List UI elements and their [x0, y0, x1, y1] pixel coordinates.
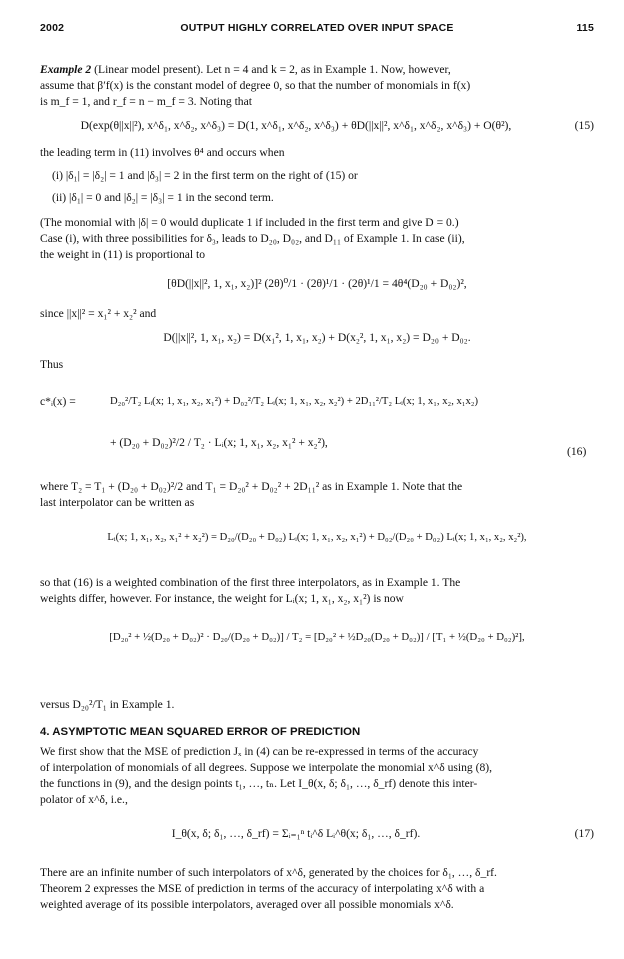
equation-16-number: (16) [567, 445, 587, 458]
example-title: (Linear model present). [94, 63, 204, 76]
header-year: 2002 [40, 22, 65, 34]
section-paragraph-1-line-4: polator of x^δ, i.e., [40, 793, 128, 806]
monomial-line-1: (The monomial with |δ| = 0 would duplicate 1 if included in the first term and give D = 0.) [40, 216, 459, 229]
equation-16-line-2: + (D₂₀ + D₀₂)²/2 / T₂ · Lᵢ(x; 1, x₁, x₂, x₁² + x₂²), [110, 436, 328, 449]
equation-15-number: (15) [574, 119, 594, 132]
example-label: Example 2 [40, 63, 92, 76]
example-intro-line-2: assume that β′f(x) is the constant model of degree 0, so that the number of monomials in f(x) [40, 79, 471, 92]
running-header [40, 22, 594, 38]
section-paragraph-2-line-1: There are an infinite number of such interpolators of x^δ, generated by the choices for δ₁, …, δ_rf. [40, 866, 497, 879]
example-intro [40, 62, 594, 78]
versus-line: versus D₂₀²/T₁ in Example 1. [40, 698, 175, 711]
so-that-line-2: weights differ, however. For instance, the weight for Lᵢ(x; 1, x₁, x₂, x₁²) is now [40, 592, 404, 605]
equation-16-line-1: D₂₀²/T₂ Lᵢ(x; 1, x₁, x₂, x₁²) + D₀₂²/T₂ Lᵢ(x; 1, x₁, x₂, x₂²) + 2D₁₁²/T₂ Lᵢ(x; 1, x₁, x₂, x₁x₂) [110, 396, 479, 407]
case-i: (i) |δ₁| = |δ₂| = 1 and |δ₃| = 2 in the first term on the right of (15) or [52, 169, 358, 182]
equation-weight-body: [θD(||x||², 1, x₁, x₂)]² (2θ)⁰/1 · (2θ)¹/1 · (2θ)¹/1 = 4θ⁴(D₂₀ + D₀₂)², [167, 277, 467, 290]
monomial-line-2: Case (i), with three possibilities for δ₃, leads to D₂₀, D₀₂, and D₁₁ of Example 1. In case (ii), [40, 232, 465, 245]
equation-17-body: I_θ(x, δ; δ₁, …, δ_rf) = Σᵢ₌₁ⁿ tᵢ^δ Lᵢ^θ(x; δ₁, …, δ_rf). [171, 827, 421, 840]
equation-ratio-body: [D₂₀² + ½(D₂₀ + D₀₂)² · D₂₀/(D₂₀ + D₀₂)] / T₂ = [D₂₀² + ½D₂₀(D₂₀ + D₀₂)] / [T₁ + ½(D₂₀ + D₀₂)²], [109, 631, 525, 643]
equation-16-lhs: c*ᵢ(x) = [40, 395, 76, 408]
case-ii: (ii) |δ₁| = 0 and |δ₂| = |δ₃| = 1 in the second term. [52, 191, 274, 204]
equation-interpolator-body: Lᵢ(x; 1, x₁, x₂, x₁² + x₂²) = D₂₀/(D₂₀ + D₀₂) Lᵢ(x; 1, x₁, x₂, x₁²) + D₀₂/(D₂₀ + D₀₂) Lᵢ(x; 1, x₁, x₂, x₂²), [107, 532, 527, 543]
monomial-line-3: the weight in (11) is proportional to [40, 248, 206, 261]
after-equation-15: the leading term in (11) involves θ⁴ and occurs when [40, 146, 285, 159]
where-line-1: where T₂ = T₁ + (D₂₀ + D₀₂)²/2 and T₁ = D₂₀² + D₀₂² + 2D₁₁² as in Example 1. Note that the [40, 480, 463, 493]
section-paragraph-1-line-3: the functions in (9), and the design points t₁, …, tₙ. Let I_θ(x, δ; δ₁, …, δ_rf) denote this inter- [40, 777, 478, 790]
section-paragraph-2-line-3: weighted average of its possible interpolators, averaged over all possible monomials x^δ. [40, 898, 454, 911]
header-title: OUTPUT HIGHLY CORRELATED OVER INPUT SPACE [180, 22, 454, 34]
section-paragraph-1-line-2: of interpolation of monomials of all degrees. Suppose we interpolate the monomial x^δ using (8), [40, 761, 493, 774]
since-line: since ||x||² = x₁² + x₂² and [40, 307, 157, 320]
header-page-number: 115 [576, 22, 594, 34]
thus-line: Thus [40, 358, 64, 371]
so-that-line-1: so that (16) is a weighted combination of the first three interpolators, as in Example 1. The [40, 576, 461, 589]
section-heading: 4. ASYMPTOTIC MEAN SQUARED ERROR OF PREDICTION [40, 726, 361, 738]
equation-d-body: D(||x||², 1, x₁, x₂) = D(x₁², 1, x₁, x₂) + D(x₂², 1, x₁, x₂) = D₂₀ + D₀₂. [163, 331, 471, 344]
example-intro-line-3: is m_f = 1, and r_f = n − m_f = 3. Noting that [40, 95, 252, 108]
where-line-2: last interpolator can be written as [40, 496, 195, 509]
equation-15-body: D(exp(θ||x||²), x^δ₁, x^δ₂, x^δ₃) = D(1, x^δ₁, x^δ₂, x^δ₃) + θD(||x||², x^δ₁, x^δ₂, x^δ₃) + O(θ²), [80, 119, 512, 132]
equation-17-number: (17) [574, 827, 594, 840]
section-paragraph-1-line-1: We first show that the MSE of prediction Jₓ in (4) can be re-expressed in terms of the accuracy [40, 745, 479, 758]
example-intro-line-1: Let n = 4 and k = 2, as in Example 1. Now, however, [206, 63, 451, 76]
section-paragraph-2-line-2: Theorem 2 expresses the MSE of prediction in terms of the accuracy of interpolating x^δ with a [40, 882, 485, 895]
